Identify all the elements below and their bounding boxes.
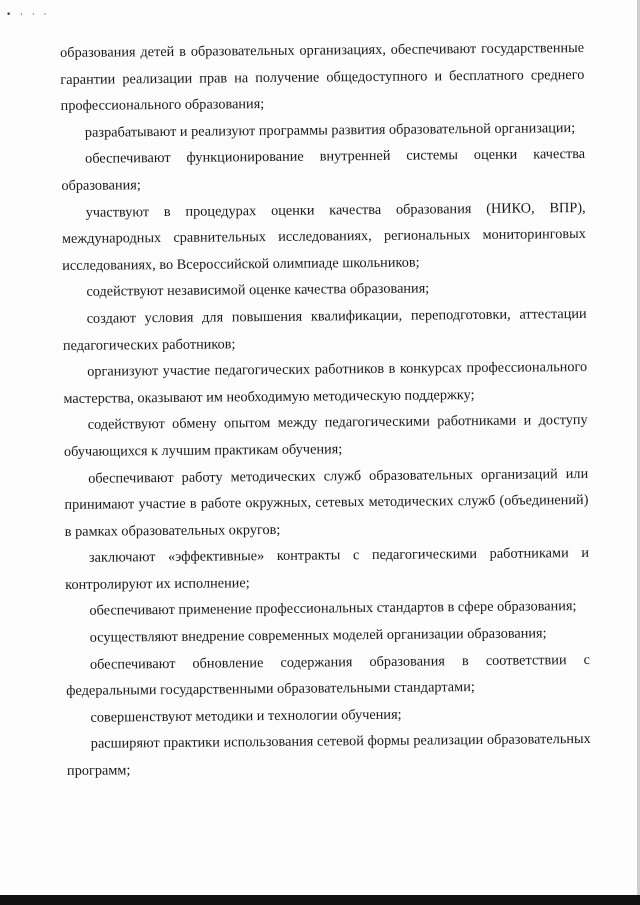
paragraph: участвуют в процедурах оценки качества образования (НИКО, ВПР), международных сравнительных исследованиях, региональных мониторинговых исследованиях, во Всероссийской олимпиаде школьников;	[61, 199, 586, 274]
paragraph: расширяют практики использования сетевой формы реализации образовательных программ;	[66, 731, 591, 779]
paragraph: разрабатывают и реализуют программы развития образовательной организации;	[84, 119, 576, 141]
paragraph: содействуют обмену опытом между педагогическими работниками и доступу обучающихся к лучшим практикам обучения;	[63, 412, 588, 460]
document-body	[60, 35, 591, 785]
scan-bottom-border	[0, 895, 640, 905]
paragraph-continuation: образования детей в образовательных организациях, обеспечивают государственные гарантии реализации прав на получение общедоступного и бесплатного среднего профессионального образования;	[60, 39, 585, 115]
paragraph: заключают «эффективные» контракты с педагогическими работниками и контролируют их исполнение;	[65, 545, 590, 593]
paragraph: организуют участие педагогических работников в конкурсах профессионального мастерства, оказывают им необходимую методическую поддержку;	[63, 359, 588, 407]
paragraph: осуществляют внедрение современных моделей организации образования;	[89, 625, 547, 646]
paragraph: обеспечивают функционирование внутренней системы оценки качества образования;	[61, 146, 586, 194]
paragraph: обеспечивают обновление содержания образования в соответствии с федеральными государственными образовательными стандартами;	[66, 651, 591, 700]
paragraph: обеспечивают работу методических служб образовательных организаций или принимают участие в работе окружных, сетевых методических служб (объединений) в рамках образовательных округов;	[64, 465, 589, 540]
paragraph: содействуют независимой оценке качества образования;	[86, 280, 430, 301]
paragraph: совершенствуют методики и технологии обучения;	[90, 706, 402, 726]
scan-artifact-marks: • · · ·	[6, 10, 50, 20]
paragraph: создают условия для повышения квалификации, переподготовки, аттестации педагогических работников;	[62, 305, 587, 354]
paragraph: обеспечивают применение профессиональных стандартов в сфере образования;	[89, 598, 577, 620]
